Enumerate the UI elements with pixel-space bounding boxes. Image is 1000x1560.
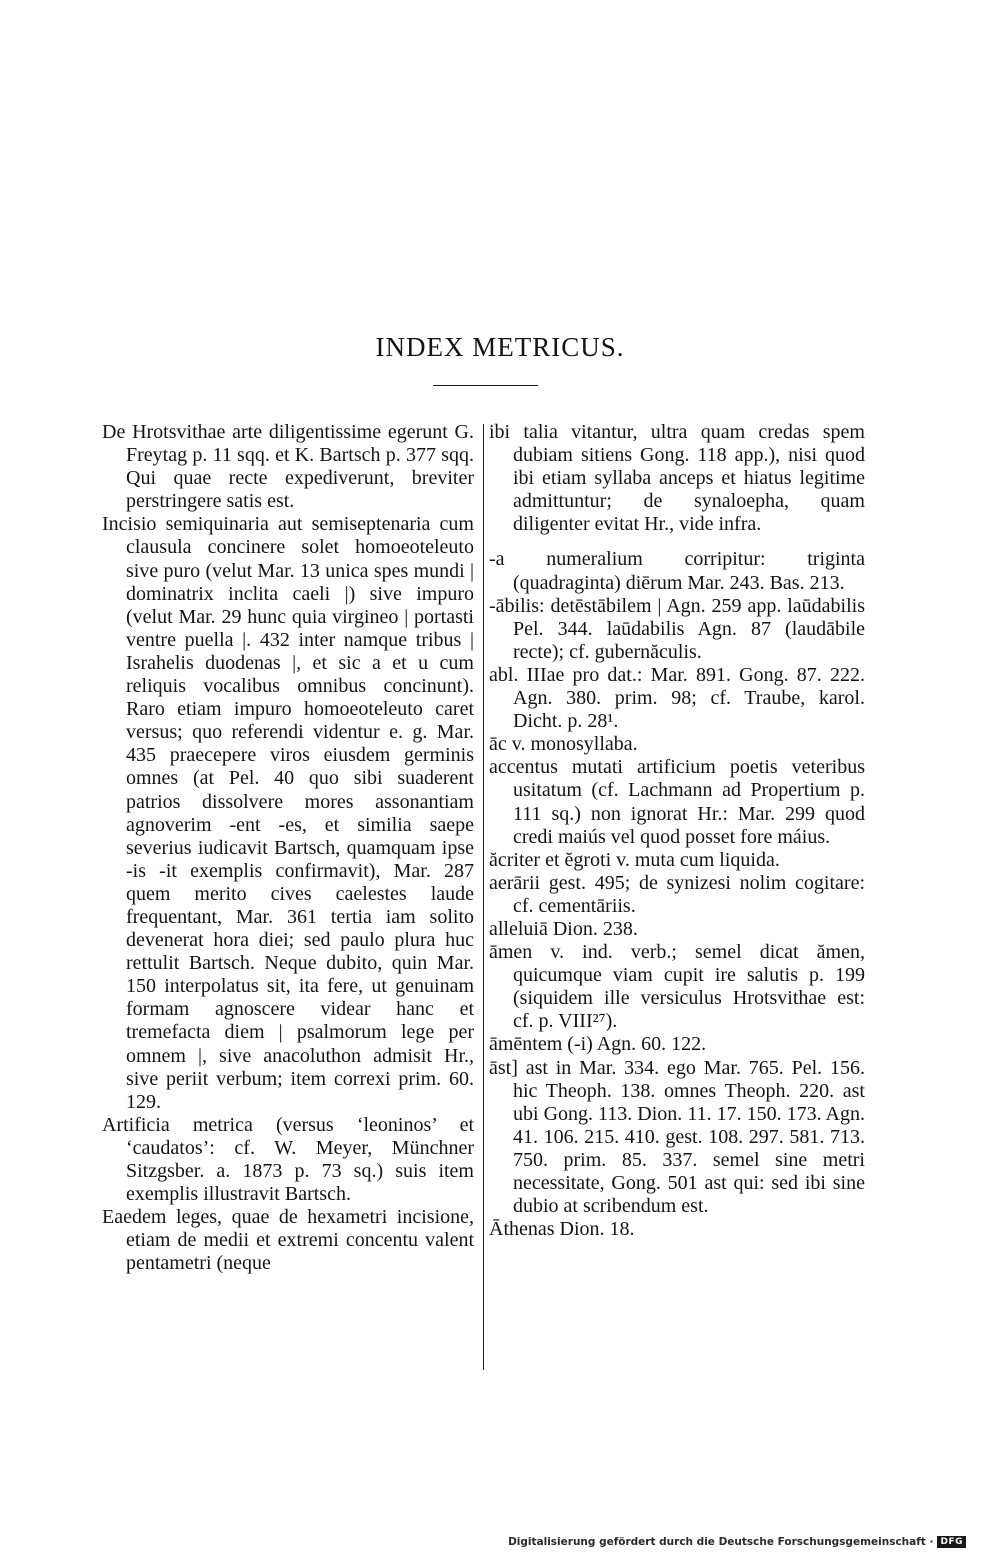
index-entry: āc v. monosyllaba. — [489, 733, 638, 756]
index-entry: āmēntem (-i) Agn. 60. 122. — [489, 1033, 707, 1056]
footer-text: Digitalisierung gefördert durch die Deutsche Forschungsgemeinschaft · — [508, 1536, 934, 1548]
index-entry: abl. IIIae pro dat.: Mar. 891. Gong. 87. 222. Agn. 380. prim. 98; cf. Traube, karol. Dicht. p. 28¹. — [489, 663, 865, 733]
dfg-logo-icon: DFG — [937, 1536, 966, 1548]
index-entry: āmen v. ind. verb.; semel dicat ămen, quicumque viam cupit ire salutis p. 199 (siquidem ille versiculus Hrotsvithae est: cf. p. VIII²⁷). — [489, 941, 865, 1033]
column-divider — [483, 424, 484, 1370]
right-column — [489, 421, 865, 1241]
index-entry: Eaedem leges, quae de hexametri incisione, etiam de medii et extremi concentu valent pentametri (neque — [102, 1206, 474, 1275]
index-entry: ăcriter et ĕgroti v. muta cum liquida. — [489, 848, 780, 871]
page-title: INDEX METRICUS. — [375, 332, 625, 362]
footer — [508, 1536, 966, 1548]
index-entry: āst] ast in Mar. 334. ego Mar. 765. Pel. 156. hic Theoph. 138. omnes Theoph. 220. ast ubi Gong. 113. Dion. 11. 17. 150. 173. Agn. 41. 106. 215. 410. gest. 108. 297. 581. 713. 750. prim. 85. 337. semel sine metri necessitate, Gong. 501 ast qui: sed ibi sine dubio at scribendum est. — [489, 1056, 865, 1218]
index-entry: Artificia metrica (versus ‘leoninos’ et ‘caudatos’: cf. W. Meyer, Münchner Sitzgsber. a. 1873 p. 73 sq.) suis item exemplis illustravit Bartsch. — [102, 1113, 474, 1206]
index-entry: De Hrotsvithae arte diligentissime egerunt G. Freytag p. 11 sqq. et K. Bartsch p. 377 sqq. Qui quae recte expediverunt, breviter perstringere satis est. — [102, 421, 474, 513]
index-entry: Incisio semiquinaria aut semiseptenaria cum clausula concinere solet homoeoteleuto sive puro (velut Mar. 13 unica spes mundi | dominatrix inclita caeli |) sive impuro (velut Mar. 29 hunc quia virgineo | portasti ventre puella |. 432 inter namque tribus | Israhelis duodenas |, et sic a et u cum reliquis vocalibus omnibus concinunt). Raro etiam impuro homoeoteleuto caret versus; quo referendi videntur e. g. Mar. 435 praecepere viros eiusdem germinis omnes (at Pel. 40 quo sibi suaderent patrios dissolvere mores assonantiam agnoverim -ent -es, et similia saepe severius iudicavit Bartsch, quamquam ipse -is -it exemplis confirmavit), Mar. 287 quem merito cives caelestes laude frequentant, Mar. 361 tertia iam solito devenerat hora diei; sed paulo plura huc rettulit Bartsch. Neque dubito, quin Mar. 150 interpolatus sit, ita fere, ut genuinam formam agnoscere videar hanc et tremefacta diem | psalmorum lege per omnem |, sive anacoluthon admisit Hr., sive periit verbum; item correxi prim. 60. 129. — [102, 513, 474, 1113]
left-column — [102, 421, 474, 1275]
index-entry: Āthenas Dion. 18. — [489, 1218, 635, 1241]
index-entry: ibi talia vitantur, ultra quam credas spem dubiam sitiens Gong. 118 app.), nisi quod ibi etiam syllaba anceps et hiatus legitime admittuntur; de synaloepha, quam diligenter evitat Hr., vide infra. — [489, 421, 865, 536]
index-entry: -ābilis: detēstābilem | Agn. 259 app. laūdabilis Pel. 344. laūdabilis Agn. 87 (laudābile recte); cf. gubernăculis. — [489, 594, 865, 663]
index-entry: -a numeralium corripitur: triginta (quadraginta) diērum Mar. 243. Bas. 213. — [489, 548, 865, 594]
title-rule — [433, 385, 538, 386]
index-entry: alleluiā Dion. 238. — [489, 917, 638, 940]
index-entry: accentus mutati artificium poetis veteribus usitatum (cf. Lachmann ad Propertium p. 111 sq.) non ignorat Hr.: Mar. 299 quod credi maiús vel quod posset fore máius. — [489, 756, 865, 848]
index-entry: aerārii gest. 495; de synizesi nolim cogitare: cf. cementāriis. — [489, 871, 865, 917]
